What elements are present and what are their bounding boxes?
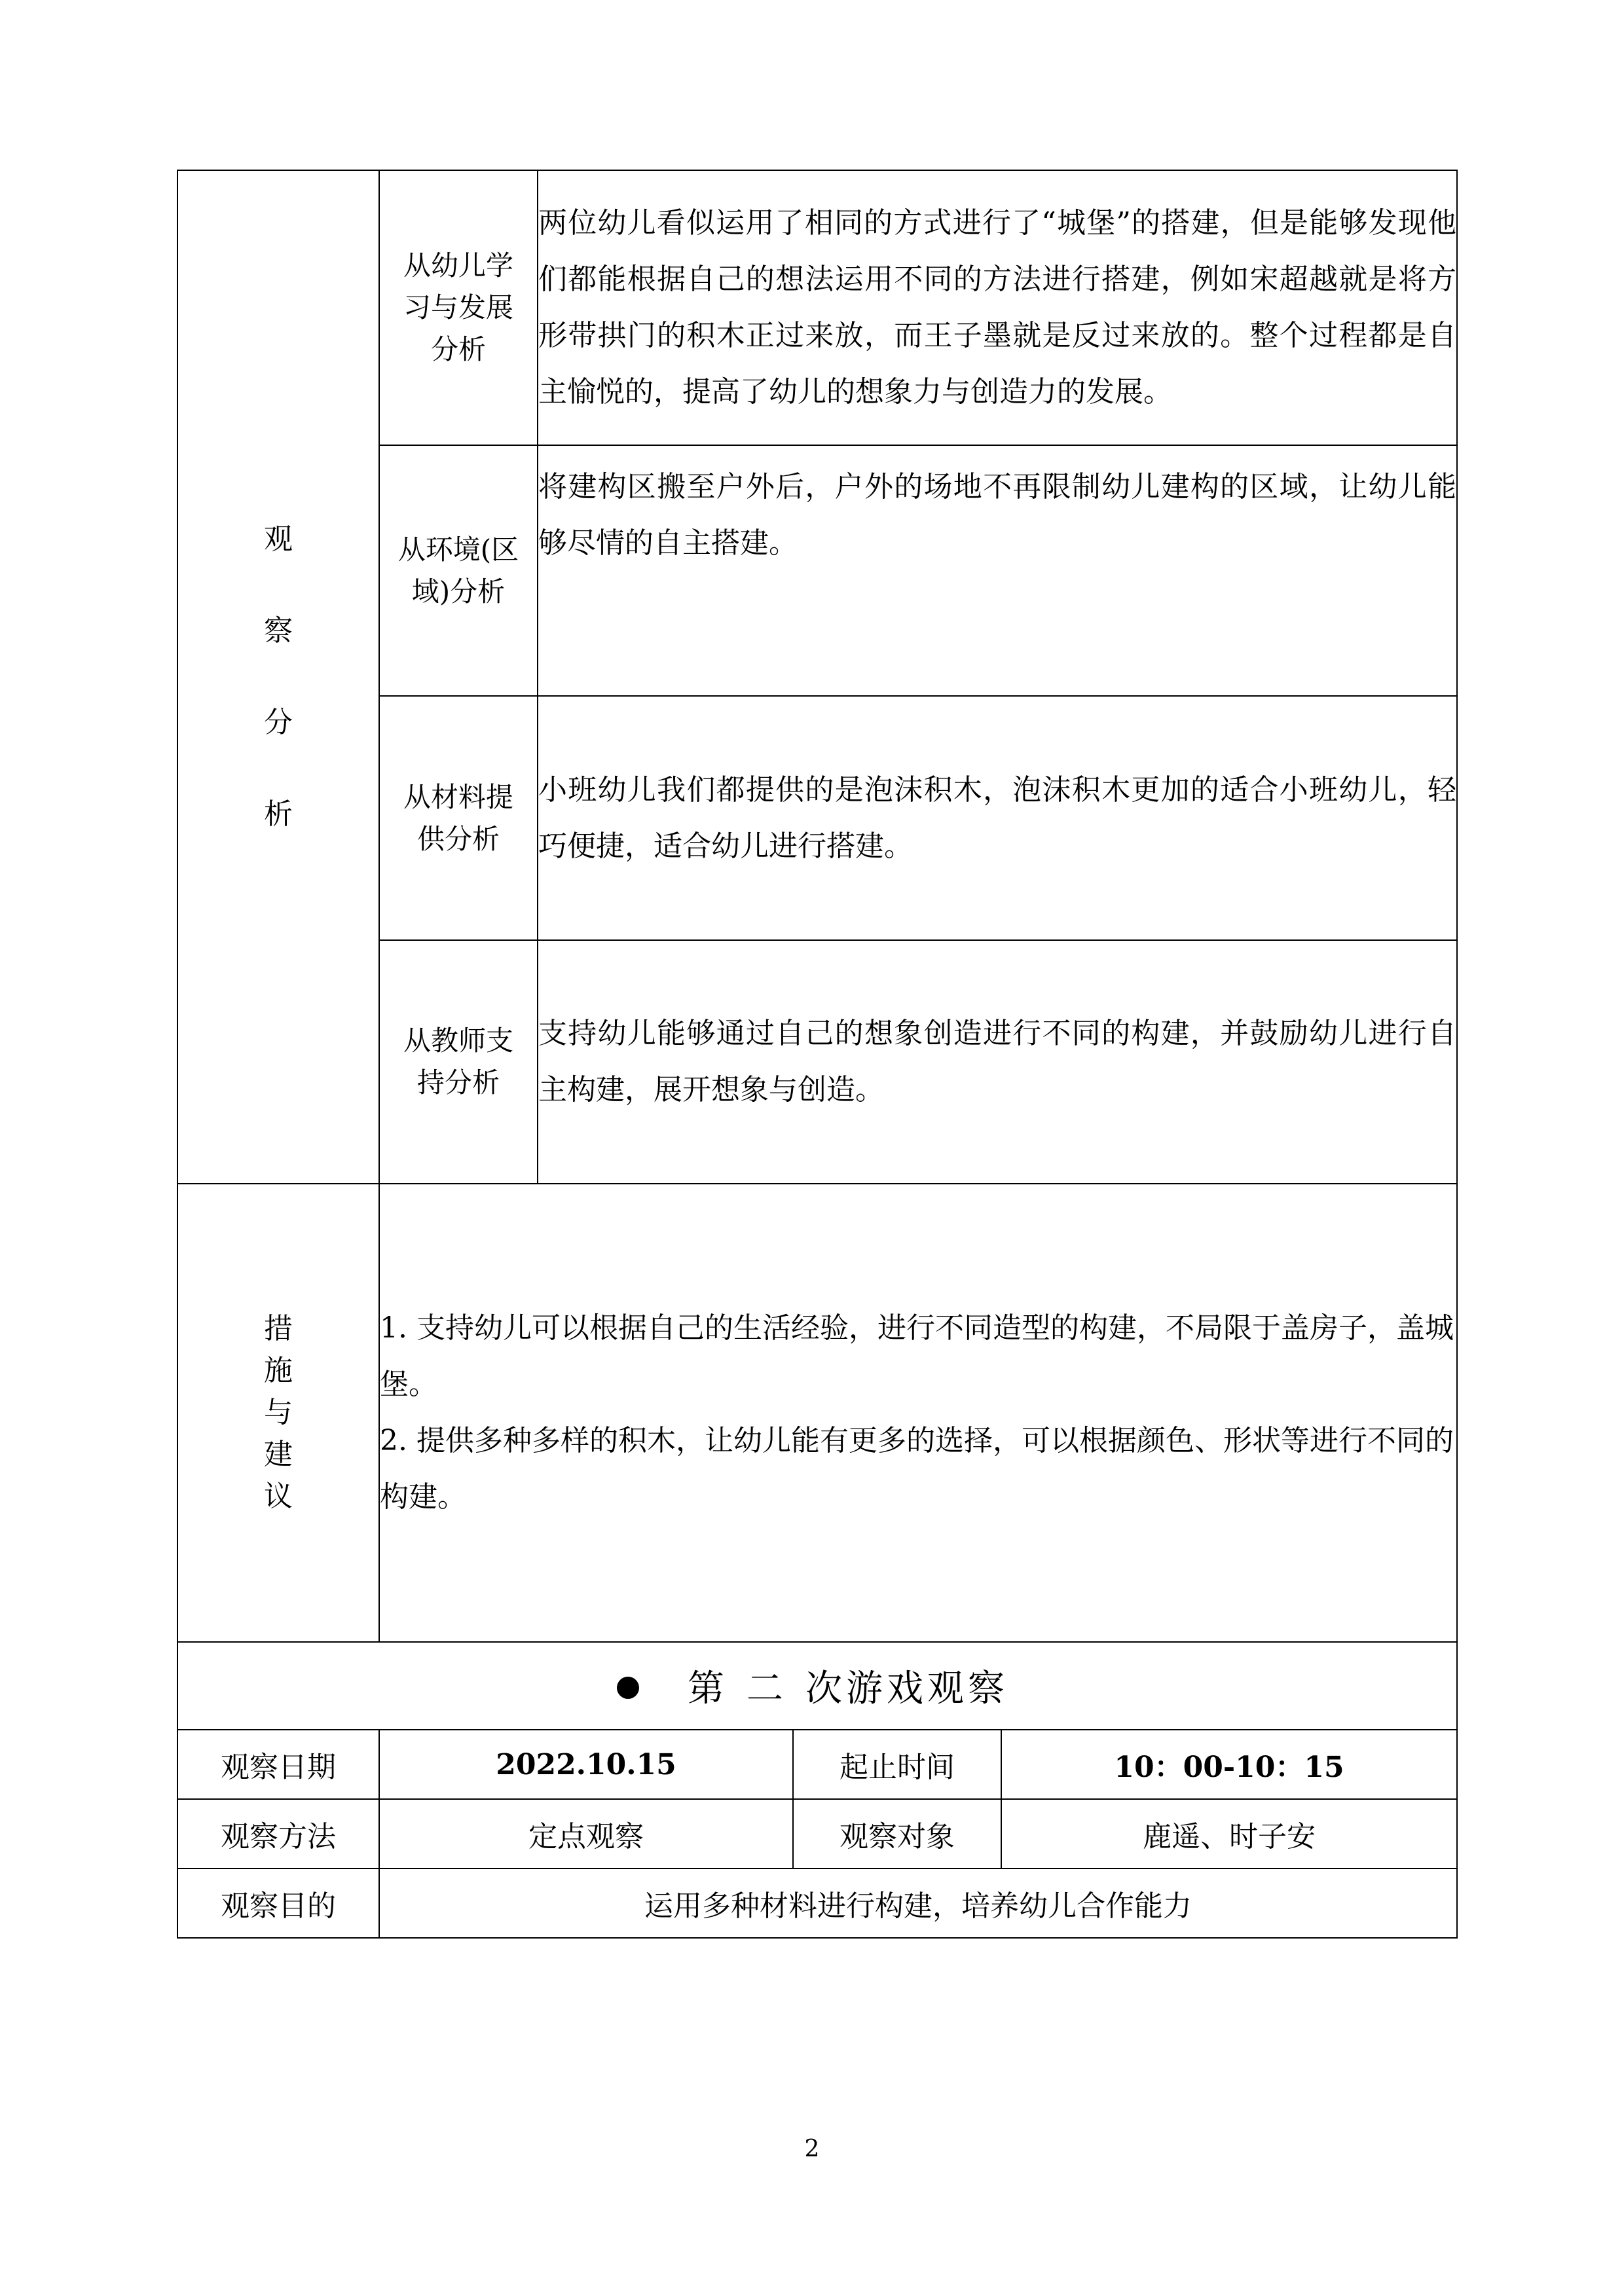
analysis-content: 两位幼儿看似运用了相同的方式进行了“城堡”的搭建，但是能够发现他们都能根据自己的想法运用不同的方法进行搭建，例如宋超越就是将方形带拱门的积木正过来放，而王子墨就是反过来放的。整个过程都是自主愉悦的，提高了幼儿的想象力与创造力的发展。 (538, 170, 1457, 445)
heading-word: 次游戏观察 (805, 1667, 1008, 1710)
analysis-label-char: 分 (264, 706, 293, 739)
date-value: 2022.10.15 (379, 1730, 793, 1799)
analysis-content: 支持幼儿能够通过自己的想象创造进行不同的构建，并鼓励幼儿进行自主构建，展开想象与创造。 (538, 940, 1457, 1184)
sublabel-line: 从环境(区 (397, 533, 519, 566)
analysis-sublabel (379, 170, 538, 445)
time-value: 10：00-10：15 (1001, 1730, 1457, 1799)
page-number: 2 (804, 2136, 820, 2162)
target-label: 观察对象 (793, 1799, 1001, 1868)
date-label: 观察日期 (177, 1730, 379, 1799)
target-value: 鹿遥、时子安 (1001, 1799, 1457, 1868)
info-row-purpose (177, 1868, 1457, 1938)
analysis-content: 将建构区搬至户外后，户外的场地不再限制幼儿建构的区域，让幼儿能够尽情的自主搭建。 (538, 445, 1457, 696)
analysis-label-char: 察 (264, 614, 293, 647)
measures-row (177, 1184, 1457, 1642)
heading-word: 二 (747, 1667, 787, 1710)
sublabel-line: 习与发展 (403, 291, 513, 323)
sublabel-line: 分析 (430, 333, 486, 365)
analysis-label-char: 观 (264, 522, 293, 556)
info-row-date (177, 1730, 1457, 1799)
bullet-icon (617, 1677, 639, 1699)
section-heading (177, 1642, 1457, 1730)
measures-label-char: 议 (264, 1480, 293, 1513)
time-label: 起止时间 (793, 1730, 1001, 1799)
sublabel-line: 持分析 (416, 1066, 500, 1099)
sublabel-line: 域)分析 (411, 575, 506, 608)
method-label: 观察方法 (177, 1799, 379, 1868)
purpose-value: 运用多种材料进行构建，培养幼儿合作能力 (379, 1868, 1457, 1938)
measures-label-char: 建 (264, 1438, 293, 1471)
info-row-method (177, 1799, 1457, 1868)
sublabel-line: 从幼儿学 (403, 249, 513, 282)
analysis-content: 小班幼儿我们都提供的是泡沫积木，泡沫积木更加的适合小班幼儿，轻巧便捷，适合幼儿进行搭建。 (538, 696, 1457, 940)
analysis-sublabel (379, 445, 538, 696)
section-heading-row (177, 1642, 1457, 1730)
observation-table (177, 170, 1458, 1939)
measures-label-char: 施 (264, 1354, 293, 1387)
measures-content (379, 1184, 1457, 1642)
sublabel-line: 供分析 (416, 822, 500, 855)
analysis-label-char: 析 (264, 797, 293, 831)
analysis-sublabel (379, 696, 538, 940)
sublabel-line: 从材料提 (403, 780, 513, 813)
measures-label-char: 措 (264, 1312, 293, 1345)
measures-label-char: 与 (264, 1396, 293, 1429)
measure-item: 2. 提供多种多样的积木，让幼儿能有更多的选择，可以根据颜色、形状等进行不同的构建。 (380, 1424, 1454, 1514)
analysis-row-learning (177, 170, 1457, 445)
purpose-label: 观察目的 (177, 1868, 379, 1938)
analysis-sublabel (379, 940, 538, 1184)
measures-section-label (177, 1184, 379, 1642)
sublabel-line: 从教师支 (403, 1025, 513, 1057)
heading-word: 第 (688, 1667, 728, 1710)
method-value: 定点观察 (379, 1799, 793, 1868)
analysis-section-label (177, 170, 379, 1184)
measure-item: 1. 支持幼儿可以根据自己的生活经验，进行不同造型的构建，不局限于盖房子，盖城堡。 (380, 1311, 1454, 1401)
